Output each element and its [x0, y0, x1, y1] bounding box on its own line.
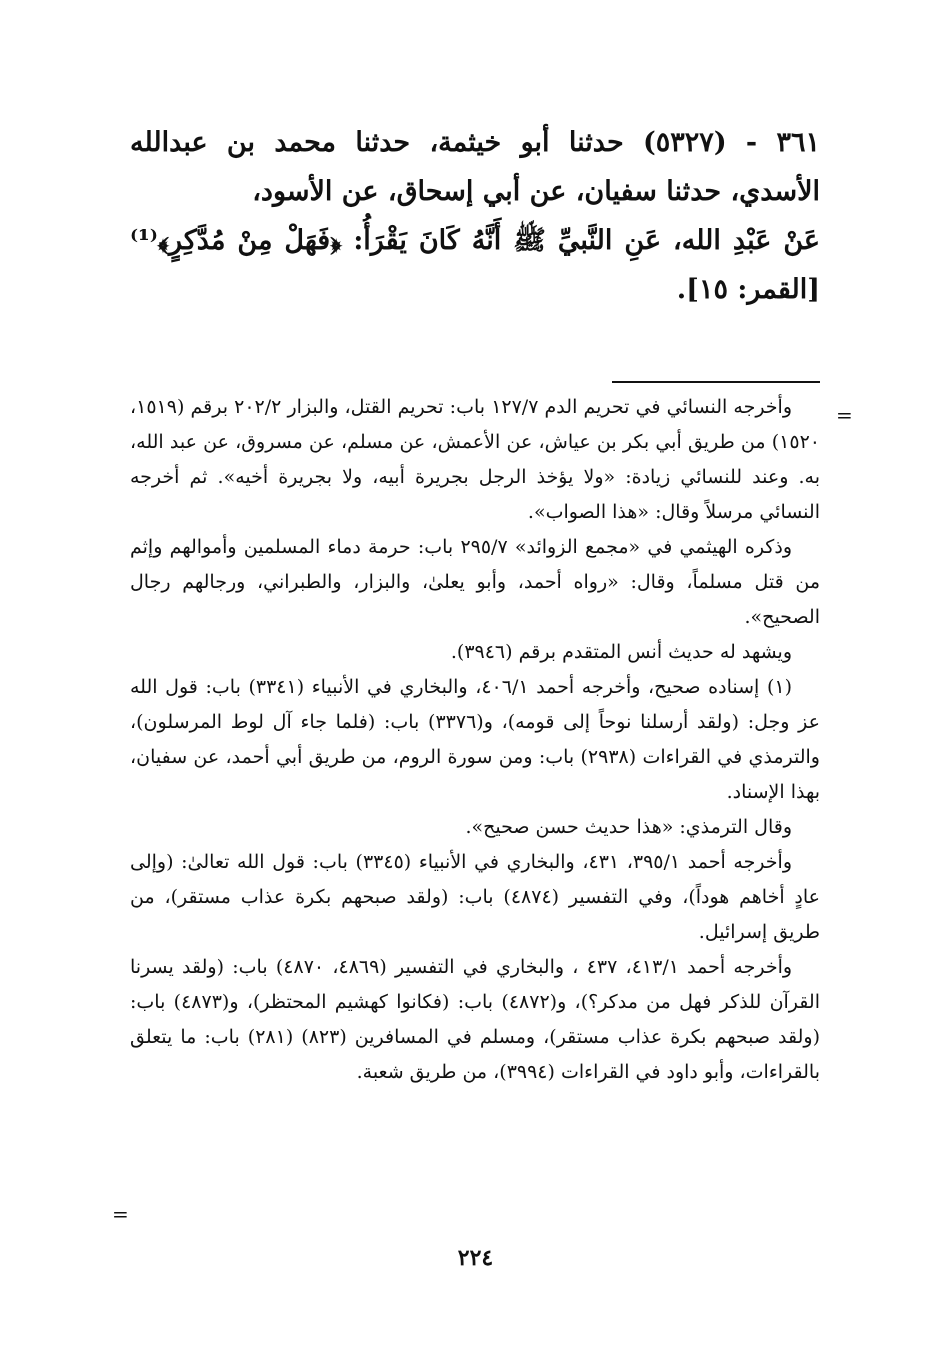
page-number: ٢٢٤ [457, 1245, 494, 1271]
hadith-matn: عَنْ عَبْدِ الله، عَنِ النَّبيِّ ﷺ أَنَّهُ كَانَ يَقْرَأُ: ﴿فَهَلْ مِنْ مُدَّكِرٍ﴾⁽¹⁾ [القمر: ١٥]. [130, 225, 820, 305]
hadith-isnad: ٣٦١ - (٥٣٢٧) حدثنا أبو خيثمة، حدثنا محمد بن عبدالله الأسدي، حدثنا سفيان، عن أبي إسحاق، عن الأسود، [130, 127, 821, 207]
footnote-paragraph: وقال الترمذي: «هذا حديث حسن صحيح». [465, 816, 792, 838]
continuation-mark-bottom: = [112, 1202, 129, 1226]
footnotes [130, 390, 820, 1090]
footnote-paragraph: وأخرجه أحمد ٣٩٥/١، ٤٣١، والبخاري في الأنبياء (٣٣٤٥) باب: قول الله تعالىٰ: (وإلى عادٍ أخاهم هوداً)، وفي التفسير (٤٨٧٤) باب: (ولقد صبحهم بكرة عذاب مستقر)، من طريق إسرائيل. [130, 851, 821, 943]
hadith-text [130, 118, 820, 314]
continuation-mark-top: = [836, 403, 853, 427]
footnote-paragraph: وأخرجه أحمد ٤١٣/١، ٤٣٧ ، والبخاري في التفسير (٤٨٦٩، ٤٨٧٠) باب: (ولقد يسرنا القرآن للذكر فهل من مدكر؟)، و(٤٨٧٢) باب: (فكانوا كهشيم المحتظر)، و(٤٨٧٣) باب: (ولقد صبحهم بكرة عذاب مستقر)، ومسلم في المسافرين (٨٢٣) (٢٨١) باب: ما يتعلق بالقراءات، وأبو داود في القراءات (٣٩٩٤)، من طريق شعبة. [130, 956, 820, 1083]
footnote-paragraph: ويشهد له حديث أنس المتقدم برقم (٣٩٤٦). [450, 641, 792, 663]
footnote-paragraph: وذكره الهيثمي في «مجمع الزوائد» ٢٩٥/٧ باب: حرمة دماء المسلمين وأموالهم وإثم من قتل مسلماً، وقال: «رواه أحمد، وأبو يعلىٰ، والبزار، والطبراني، ورجالهم رجال الصحيح». [130, 536, 820, 628]
footnote-separator [612, 381, 820, 383]
footnote-paragraph: وأخرجه النسائي في تحريم الدم ١٢٧/٧ باب: تحريم القتل، والبزار ٢٠٢/٢ برقم (١٥١٩، ١٥٢٠) من طريق أبي بكر بن عياش، عن الأعمش، عن مسلم، عن مسروق، عن عبد الله، به. وعند للنسائي زيادة: «ولا يؤخذ الرجل بجريرة أبيه، ولا بجريرة أخيه». ثم أخرجه النسائي مرسلاً وقال: «هذا الصواب». [130, 396, 820, 523]
footnote-paragraph: (١) إسناده صحيح، وأخرجه أحمد ٤٠٦/١، والبخاري في الأنبياء (٣٣٤١) باب: قول الله عز وجل: (ولقد أرسلنا نوحاً إلى قومه)، و(٣٣٧٦) باب: (فلما جاء آل لوط المرسلون)، والترمذي في القراءات (٢٩٣٨) باب: ومن سورة الروم، من طريق أبي أحمد، عن سفيان، بهذا الإسناد. [130, 676, 820, 803]
